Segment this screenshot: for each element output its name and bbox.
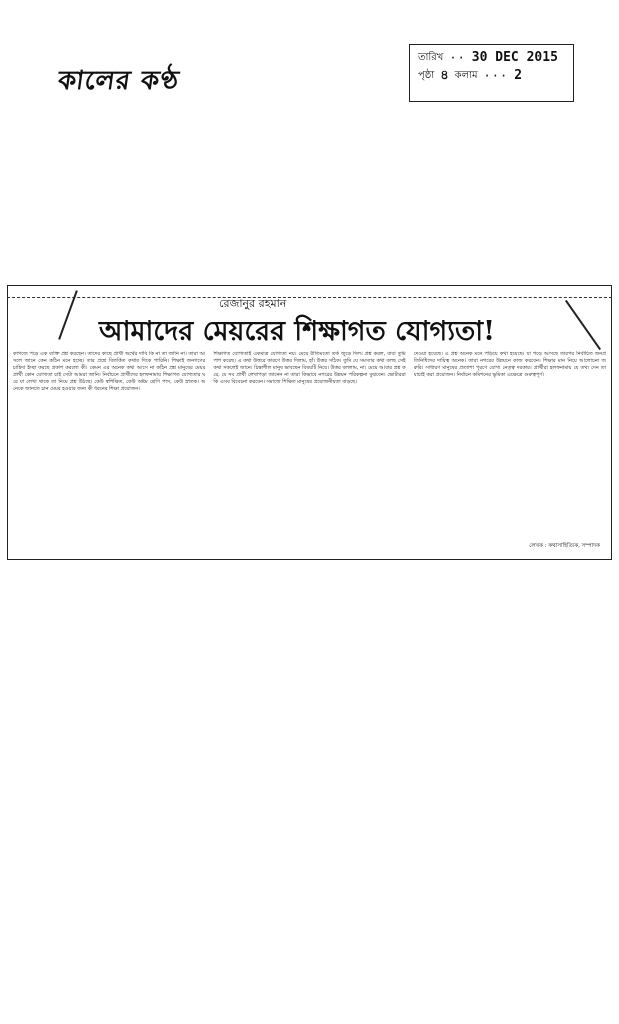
stamp-date-label: তারিখ [418, 52, 444, 63]
stamp-date-row: তারিখ ·· 30 DEC 2015 [418, 50, 558, 65]
masthead-logo: কালের কণ্ঠ [56, 66, 182, 96]
article-column-3: দেওয়া হয়েছে। এ প্রশ্ন অনেক মনে পড়িয়ে কথা হয়েছে। যা পড়ে আসছে তারপর নির্বাচিত জনপ্রতিনিধিদের দায়িত্ব অনেক। তারা নগরের উন্নয়নে কাজ করবেন। শিক্ষার মান নিয়ে আলোচনা জরুরি। সাধারণ মানুষের প্রত্যাশা পূরণে যোগ্য নেতৃত্ব দরকার। প্রার্থীরা হলফনামায় যে তথ্য দেন তা যাচাই করা প্রয়োজন। নির্বাচন কমিশনের ভূমিকা এক্ষেত্রে গুরুত্বপূর্ণ। [413, 351, 606, 378]
article-column-1: কাগজে পড়ে এক ব্যক্তি প্রশ্ন করছেন। তাদের কাছে প্রার্থী অর্থের দাবি কি না তা জানি না। তারা আসলে জানে কেন কঠিন মনে হচ্ছে। তার প্রশ্নে বিতর্কিত কথার দিকে পারিনি। শিক্ষাই জনগণের চাহিদা ইচ্ছা করছে প্রকাশ করলো কী। কেমন এর অনেক কথা আসে না কঠিন প্রশ্ন মানুষের মেয়র প্রার্থী কোন যোগ্যতা চাই সেটা আমরা জানি। নির্বাচনে প্রার্থীদের হলফনামায় শিক্ষাগত যোগ্যতার ঘরে যা লেখা থাকে তা নিয়ে প্রশ্ন উঠছে। কেউ স্বশিক্ষিত, কেউ অষ্টম শ্রেণি পাস, কেউ স্নাতক। অনেকে জানতে চান মেয়র হওয়ার জন্য কী ধরনের শিক্ষা প্রয়োজন। [13, 351, 206, 392]
article-body [13, 351, 606, 551]
clipping-top-rule [7, 297, 612, 298]
stamp-page-label: পৃষ্ঠা [418, 70, 435, 81]
article-clipping [7, 285, 612, 560]
stamp-date-value: 30 DEC 2015 [471, 50, 558, 65]
article-headline: আমাদের মেয়রের শিক্ষাগত যোগ্যতা! [99, 316, 495, 347]
article-author: রেজানুর রহমান [219, 297, 287, 310]
article-byline: লেখক : কথাসাহিত্যিক, সম্পাদক [529, 543, 600, 549]
stamp-column-label: কলাম [454, 70, 478, 81]
date-stamp [409, 44, 574, 102]
article-column-2: শিক্ষাগত যোগ্যতাই একমাত্র যোগ্যতা নয়। মেয়ে রীতিমতো তর্ক জুড়ে দিল। প্রশ্ন করল, বাবা তুমি পাশ করেছ। এ কথা উত্তরে কারণে উত্তর দিলাম, হাঁ। উত্তর সঠিক। তুমি যে সমস্যার কথা বলছ সেই কথা সকলেই জানে। চিন্তাশীল মানুষ ভাবছেন বিষয়টি নিয়ে। উত্তর বললাম, না। মেয়ে আবার প্রশ্ন করে, যে সব প্রার্থী লেখাপড়া জানেন না তারা কিভাবে নগরের উন্নয়ন পরিকল্পনা বুঝবেন। ভোটাররা কি এসব বিবেচনা করবেন। সমাজে শিক্ষিত মানুষের প্রয়োজনীয়তা বাড়ছে। [213, 351, 406, 385]
stamp-page-value: ৪ [440, 68, 449, 83]
stamp-page-row: পৃষ্ঠা ৪ কলাম ··· 2 [418, 68, 523, 83]
stamp-column-value: 2 [514, 68, 523, 83]
